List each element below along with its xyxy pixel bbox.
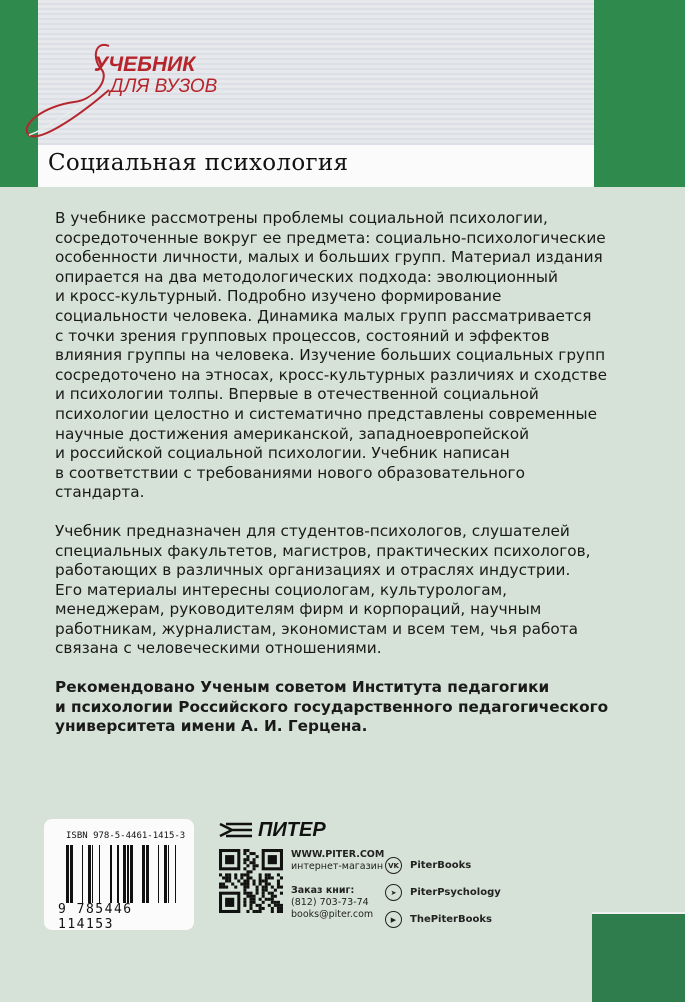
website-link[interactable]: WWW.PITER.COM xyxy=(291,849,385,860)
text-line: с точки зрения групповых процессов, состояний и эффектов xyxy=(55,326,550,345)
text-line: влияния группы на человека. Изучение больших социальных групп xyxy=(55,346,606,365)
text-line: психологии целостно и систематично представлены современные xyxy=(55,404,597,423)
text-line: стандарта. xyxy=(55,483,145,502)
text-line: особенности личности, малых и больших групп. Материал издания xyxy=(55,248,603,267)
series-logo xyxy=(14,40,244,140)
youtube-icon: ▶ xyxy=(385,911,402,928)
telegram-icon: ➤ xyxy=(385,884,402,901)
social-links xyxy=(385,852,501,933)
text-line: сосредоточено на этносах, кросс-культурных различиях и сходстве xyxy=(55,365,608,384)
text-line: и психологии толпы. Впервые в отечественной социальной xyxy=(55,385,539,404)
book-title: Социальная психология xyxy=(48,150,349,176)
order-label: Заказ книг: xyxy=(291,885,355,896)
piter-logo-icon xyxy=(218,821,254,839)
text-line: научные достижения американской, западноевропейской xyxy=(55,424,530,443)
text-line: связана с человеческими отношениями. xyxy=(55,639,382,658)
social-youtube[interactable] xyxy=(385,906,501,933)
website-caption: интернет-магазин xyxy=(291,861,384,872)
text-line: менеджерам, руководителям фирм и корпораций, научным xyxy=(55,600,542,619)
text-line: Рекомендовано Ученым советом Института педагогики xyxy=(55,678,550,697)
publisher-logo xyxy=(218,818,326,842)
paragraph-2 xyxy=(55,522,595,659)
phone: (812) 703-73-74 xyxy=(291,897,369,908)
isbn-label: ISBN 978-5-4461-1415-3 xyxy=(66,831,186,841)
barcode-icon xyxy=(66,845,184,903)
text-line: специальных факультетов, магистров, практических психологов, xyxy=(55,541,591,560)
social-label: PiterPsychology xyxy=(410,887,501,898)
text-line: социальности человека. Динамика малых групп рассматривается xyxy=(55,306,592,325)
vk-icon: VK xyxy=(385,857,402,874)
social-vk[interactable] xyxy=(385,852,501,879)
text-line: и психологии Российского государственного педагогического xyxy=(55,697,609,716)
recommendation xyxy=(55,678,609,737)
paragraph-1 xyxy=(55,209,608,503)
text-line: работающих в различных организациях и отраслях индустрии. xyxy=(55,561,571,580)
logo-line2: ДЛЯ ВУЗОВ xyxy=(110,76,218,97)
text-line: и кросс-культурный. Подробно изучено формирование xyxy=(55,287,502,306)
description xyxy=(55,209,609,756)
social-label: PiterBooks xyxy=(410,860,472,871)
text-line: опирается на два методологических подхода: эволюционный xyxy=(55,267,558,286)
green-stripe-right xyxy=(594,0,685,187)
text-line: Его материалы интересны социологам, культурологам, xyxy=(55,580,507,599)
logo-line1: УЧЕБНИК xyxy=(94,53,196,76)
publisher-contacts xyxy=(291,849,384,921)
green-corner-block xyxy=(592,912,685,1002)
isbn-digits: 9 785446 114153 xyxy=(58,902,133,932)
isbn-barcode-box xyxy=(44,819,194,930)
text-line: и российской социальной психологии. Учебник написан xyxy=(55,444,510,463)
text-line: В учебнике рассмотрены проблемы социальной психологии, xyxy=(55,209,548,227)
text-line: в соответствии с требованиями нового образовательного xyxy=(55,463,525,482)
text-line: Учебник предназначен для студентов-психологов, слушателей xyxy=(55,521,570,540)
text-line: университета имени А. И. Герцена. xyxy=(55,717,368,736)
email-link[interactable]: books@piter.com xyxy=(291,909,374,920)
publisher-name: ПИТЕР xyxy=(258,818,326,841)
text-line: работникам, журналистам, экономистам и всем тем, чья работа xyxy=(55,619,579,638)
social-telegram[interactable] xyxy=(385,879,501,906)
text-line: сосредоточенные вокруг ее предмета: социально-психологические xyxy=(55,228,606,247)
qr-code-icon xyxy=(219,849,283,913)
social-label: ThePiterBooks xyxy=(410,914,492,925)
